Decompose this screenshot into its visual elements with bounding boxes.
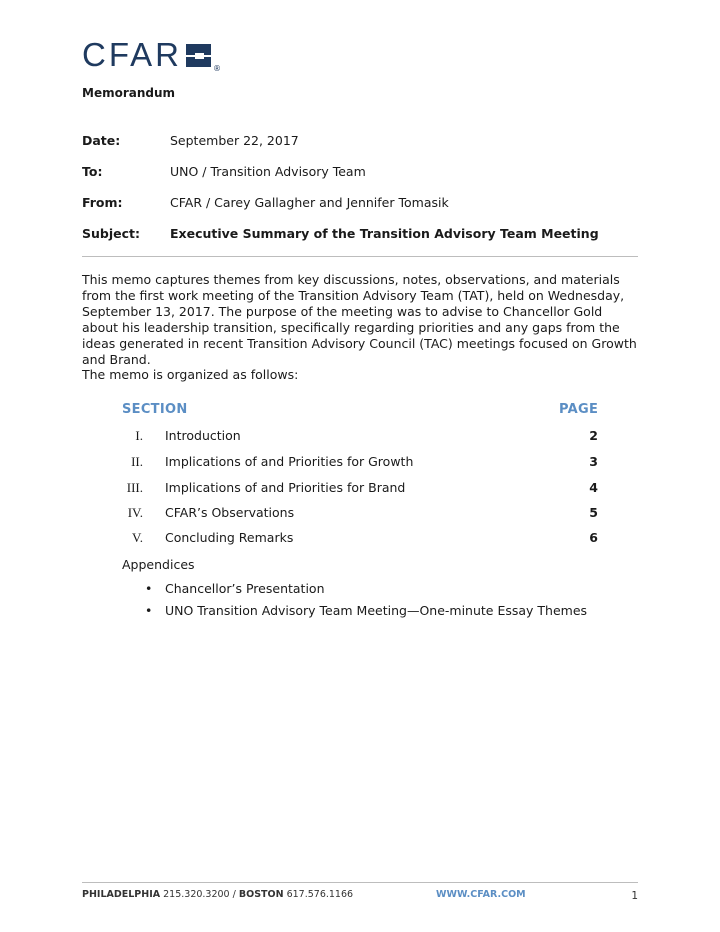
page-number: 1 [631, 890, 638, 902]
footer-city-philadelphia: PHILADELPHIA [82, 889, 161, 900]
subject-value: Executive Summary of the Transition Advisory Team Meeting [170, 226, 599, 241]
organized-text: The memo is organized as follows: [82, 367, 299, 382]
registered-mark: ® [213, 64, 222, 73]
to-row [82, 164, 366, 179]
footer [82, 889, 638, 905]
date-label: Date: [82, 133, 121, 148]
toc-row [82, 480, 598, 498]
bullet-icon: • [145, 603, 153, 618]
toc-title: Introduction [165, 428, 241, 443]
toc-number: III. [126, 480, 143, 495]
toc-number: V. [132, 530, 143, 545]
toc-page: 2 [589, 428, 598, 443]
toc-title: Implications of and Priorities for Brand [165, 480, 406, 495]
toc-page: 4 [589, 480, 598, 495]
date-value: September 22, 2017 [170, 133, 299, 148]
toc-row [82, 454, 598, 472]
intro-paragraph: This memo captures themes from key discussions, notes, observations, and materials from the first work meeting of the Transition Advisory Team (TAT), held on Wednesday, September 13, 2017. The purpose of the meeting was to advise to Chancellor Gold about his leadership transition, specifically regarding priorities and any gaps from the ideas generated in recent Transition Advisory Council (TAC) meetings focused on Growth and Brand. [82, 272, 637, 367]
header-divider [82, 256, 638, 257]
toc-page: 5 [589, 505, 598, 520]
toc-number: IV. [127, 505, 143, 520]
toc-title: Implications of and Priorities for Growth [165, 454, 414, 469]
to-label: To: [82, 164, 103, 179]
logo-text: CFAR [82, 36, 183, 73]
bullet-icon: • [145, 581, 153, 596]
appendix-item [145, 581, 325, 596]
appendix-item-text: UNO Transition Advisory Team Meeting—One-minute Essay Themes [165, 603, 588, 618]
toc-row [82, 428, 598, 446]
toc-number: I. [135, 428, 143, 443]
toc-title: CFAR’s Observations [165, 505, 295, 520]
from-row [82, 195, 449, 210]
appendix-item [145, 603, 587, 618]
memo-title: Memorandum [82, 86, 176, 100]
toc-page: 3 [589, 454, 598, 469]
footer-divider [82, 882, 638, 883]
logo-mark-icon [186, 44, 211, 67]
toc-page: 6 [589, 530, 598, 545]
to-value: UNO / Transition Advisory Team [170, 164, 366, 179]
subject-row [82, 226, 599, 241]
subject-label: Subject: [82, 226, 140, 241]
footer-phone-philadelphia: 215.320.3200 [163, 889, 230, 900]
footer-city-boston: BOSTON [238, 889, 284, 900]
toc-title: Concluding Remarks [165, 530, 294, 545]
from-label: From: [82, 195, 123, 210]
toc-number: II. [131, 454, 143, 469]
toc-row [82, 530, 598, 548]
toc-section-header: SECTION [122, 402, 188, 417]
appendices-label: Appendices [122, 557, 195, 572]
from-value: CFAR / Carey Gallagher and Jennifer Tomasik [170, 195, 449, 210]
date-row [82, 133, 299, 148]
footer-website-link[interactable]: WWW.CFAR.COM [436, 889, 526, 900]
cfar-logo [82, 36, 222, 73]
footer-phone-boston: 617.576.1166 [286, 889, 354, 900]
footer-separator: / [232, 889, 236, 900]
toc-page-header: PAGE [559, 402, 599, 417]
appendix-item-text: Chancellor’s Presentation [165, 581, 325, 596]
toc-row [82, 505, 598, 523]
